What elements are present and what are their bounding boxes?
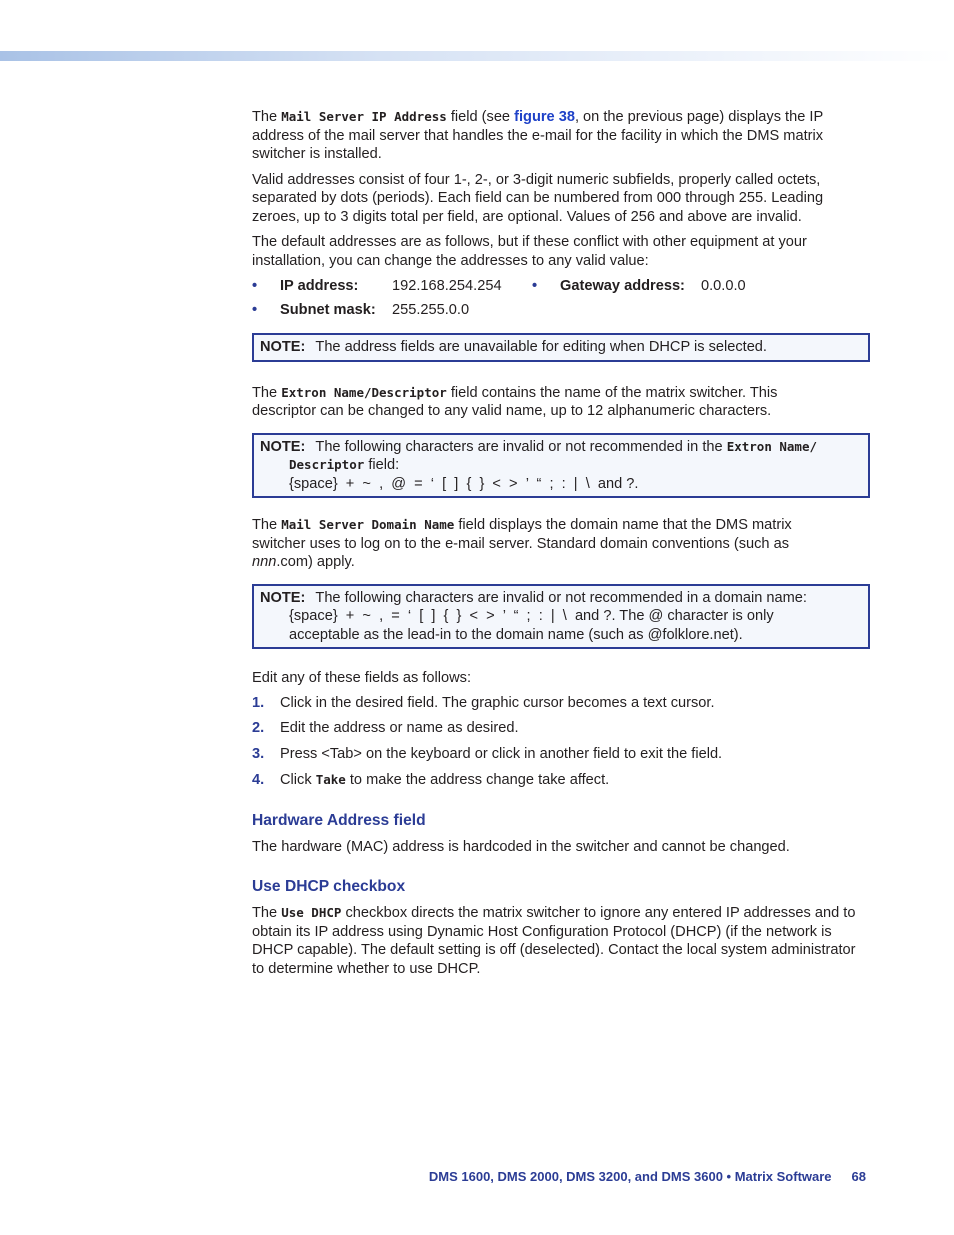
note-label: NOTE: xyxy=(260,438,306,455)
valid-addresses-paragraph: Valid addresses consist of four 1-, 2-, or 3-digit numeric subfields, properly called octets, separated by dots (periods). Each field can be numbered from 000 through 255. Leading zeroes, up to 3 digits total per field, are optional. Values of 256 and above are invalid. xyxy=(252,171,824,225)
figure-38-link[interactable]: figure 38 xyxy=(514,109,575,125)
step-3: 3. Press <Tab> on the keyboard or click in another field to exit the field. xyxy=(252,746,723,763)
step-2: 2. Edit the address or name as desired. xyxy=(252,720,519,737)
defaults-intro: The default addresses are as follows, but if these conflict with other equipment at your installation, you can change the addresses to any valid value: xyxy=(252,234,807,269)
hardware-address-heading: Hardware Address field xyxy=(252,811,426,829)
note-dhcp-unavailable: NOTE: The address fields are unavailable for editing when DHCP is selected. xyxy=(252,333,870,362)
invalid-characters-list: {space} + ~ , @ = ‘ [ ] { } < > ’ “ ; : | \ and ?. xyxy=(289,475,639,492)
use-dhcp-paragraph: The Use DHCP checkbox directs the matrix switcher to ignore any entered IP addresses and to obtain its IP address using Dynamic Host Configuration Protocol (DHCP) (if the network is DHCP capable). The default setting is off (deselected). Contact the local system administrator to determine whether to use DHCP. xyxy=(252,905,856,977)
use-dhcp-field-name: Use DHCP xyxy=(281,905,342,921)
extron-name-field-name: Extron Name/Descriptor xyxy=(281,384,447,400)
page-content xyxy=(252,108,872,978)
mail-server-domain-field-name: Mail Server Domain Name xyxy=(281,517,455,532)
default-addresses-list: • IP address: 192.168.254.254 • Gateway address: 0.0.0.0 • Subnet mask: 255.255.0.0 xyxy=(252,278,746,318)
use-dhcp-heading: Use DHCP checkbox xyxy=(252,878,406,896)
bullet-icon: • xyxy=(252,302,258,318)
edit-intro: Edit any of these fields as follows: xyxy=(252,670,472,686)
take-button-name: Take xyxy=(315,771,346,787)
note-label: NOTE: xyxy=(260,589,306,606)
mail-server-ip-field-name: Mail Server IP Address xyxy=(281,109,447,124)
page-footer xyxy=(0,1168,866,1187)
bullet-icon: • xyxy=(532,278,538,294)
bullet-icon: • xyxy=(252,278,258,294)
footer-title: DMS 1600, DMS 2000, DMS 3200, and DMS 3600 • Matrix Software xyxy=(428,1169,832,1184)
step-1: 1. Click in the desired field. The graphic cursor becomes a text cursor. xyxy=(252,694,715,711)
note-domain-invalid-chars: NOTE: The following characters are invalid or not recommended in a domain name: {space} + ~ , = ‘ [ ] { } < > ’ “ ; : | \ and ?. The @ character is only acceptable as the lead-in to the domain name (such as @folklore.net). xyxy=(252,584,870,650)
mail-ip-paragraph: The Mail Server IP Address field (see figure 38, on the previous page) displays the IP address of the mail server that handles the e-mail for the facility in which the DMS matrix switcher is installed. xyxy=(252,109,824,162)
note-label: NOTE: xyxy=(260,339,306,355)
edit-steps-list xyxy=(252,694,872,797)
header-bar xyxy=(0,51,954,61)
extron-name-paragraph: The Extron Name/Descriptor field contains the name of the matrix switcher. This descriptor can be changed to any valid name, up to 12 alphanumeric characters. xyxy=(252,384,778,419)
note-name-invalid-chars: NOTE: The following characters are invalid or not recommended in the Extron Name/ Descriptor field: {space} + ~ , @ = ‘ [ ] { } < > ’ “ ; : | \ and ?. xyxy=(252,433,870,499)
mail-domain-paragraph: The Mail Server Domain Name field displays the domain name that the DMS matrix switcher uses to log on to the e-mail server. Standard domain conventions (such as nnn.com) apply. xyxy=(252,517,792,570)
step-4: 4. Click Take to make the address change take affect. xyxy=(252,771,610,788)
hardware-address-paragraph: The hardware (MAC) address is hardcoded in the switcher and cannot be changed. xyxy=(252,838,790,855)
page-number: 68 xyxy=(851,1169,866,1184)
